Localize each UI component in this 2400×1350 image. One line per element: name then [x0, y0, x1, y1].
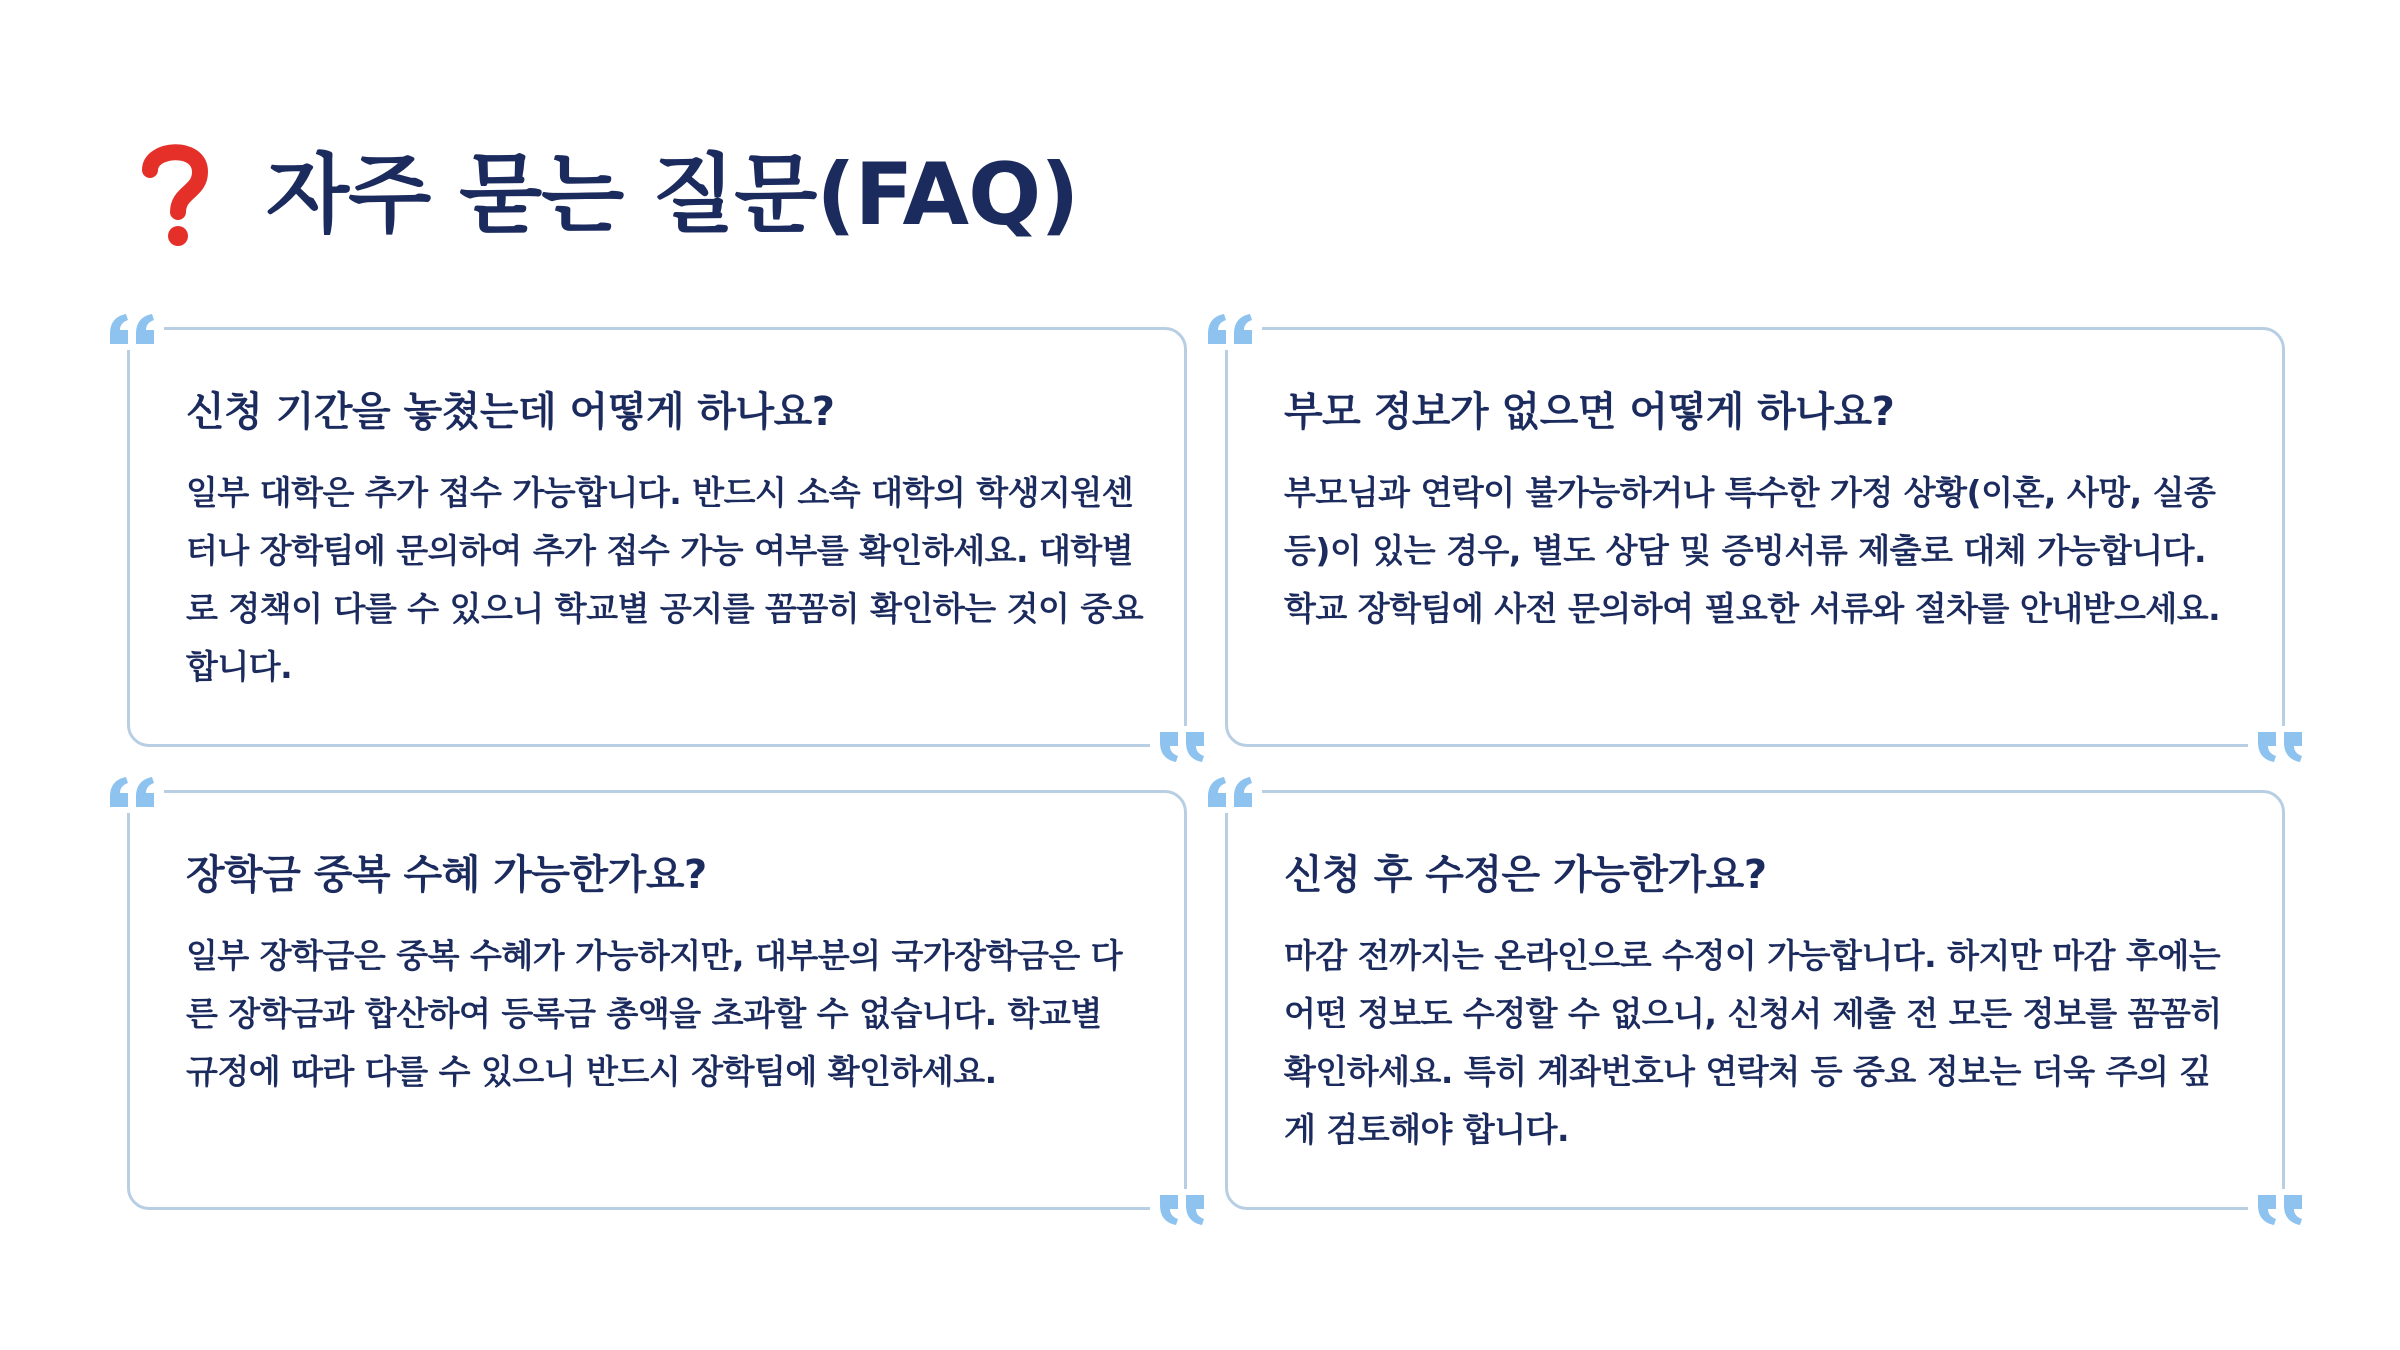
close-quote-icon	[1150, 1189, 1210, 1229]
open-quote-icon	[1202, 310, 1262, 350]
faq-question: 신청 기간을 놓쳤는데 어떻게 하나요?	[186, 389, 835, 435]
faq-card-1	[127, 327, 1187, 747]
close-quote-icon	[2248, 1189, 2308, 1229]
faq-answer: 일부 장학금은 중복 수혜가 가능하지만, 대부분의 국가장학금은 다른 장학금과 합산하여 등록금 총액을 초과할 수 없습니다. 학교별 규정에 따라 다를 수 있으니 반드시 장학팀에 확인하세요.	[186, 936, 1123, 1091]
red-question-mark-icon	[140, 140, 210, 250]
open-quote-icon	[104, 310, 164, 350]
close-quote-icon	[1150, 726, 1210, 766]
faq-card-2	[1225, 327, 2285, 747]
faq-card-4	[1225, 790, 2285, 1210]
open-quote-icon	[1202, 773, 1262, 813]
faq-answer: 일부 대학은 추가 접수 가능합니다. 반드시 소속 대학의 학생지원센터나 장학팀에 문의하여 추가 접수 가능 여부를 확인하세요. 대학별로 정책이 다를 수 있으니 학교별 공지를 꼼꼼히 확인하는 것이 중요합니다.	[186, 473, 1144, 686]
faq-answer: 부모님과 연락이 불가능하거나 특수한 가정 상황(이혼, 사망, 실종 등)이 있는 경우, 별도 상담 및 증빙서류 제출로 대체 가능합니다. 학교 장학팀에 사전 문의하여 필요한 서류와 절차를 안내받으세요.	[1284, 473, 2221, 628]
faq-answer: 마감 전까지는 온라인으로 수정이 가능합니다. 하지만 마감 후에는 어떤 정보도 수정할 수 없으니, 신청서 제출 전 모든 정보를 꼼꼼히 확인하세요. 특히 계좌번호나 연락처 등 중요 정보는 더욱 주의 깊게 검토해야 합니다.	[1284, 936, 2222, 1149]
open-quote-icon	[104, 773, 164, 813]
faq-question: 신청 후 수정은 가능한가요?	[1284, 852, 1767, 898]
page-title: 자주 묻는 질문(FAQ)	[266, 145, 1079, 245]
close-quote-icon	[2248, 726, 2308, 766]
faq-question: 장학금 중복 수혜 가능한가요?	[186, 852, 707, 898]
header	[140, 135, 1079, 255]
faq-question: 부모 정보가 없으면 어떻게 하나요?	[1284, 389, 1895, 435]
faq-card-3	[127, 790, 1187, 1210]
